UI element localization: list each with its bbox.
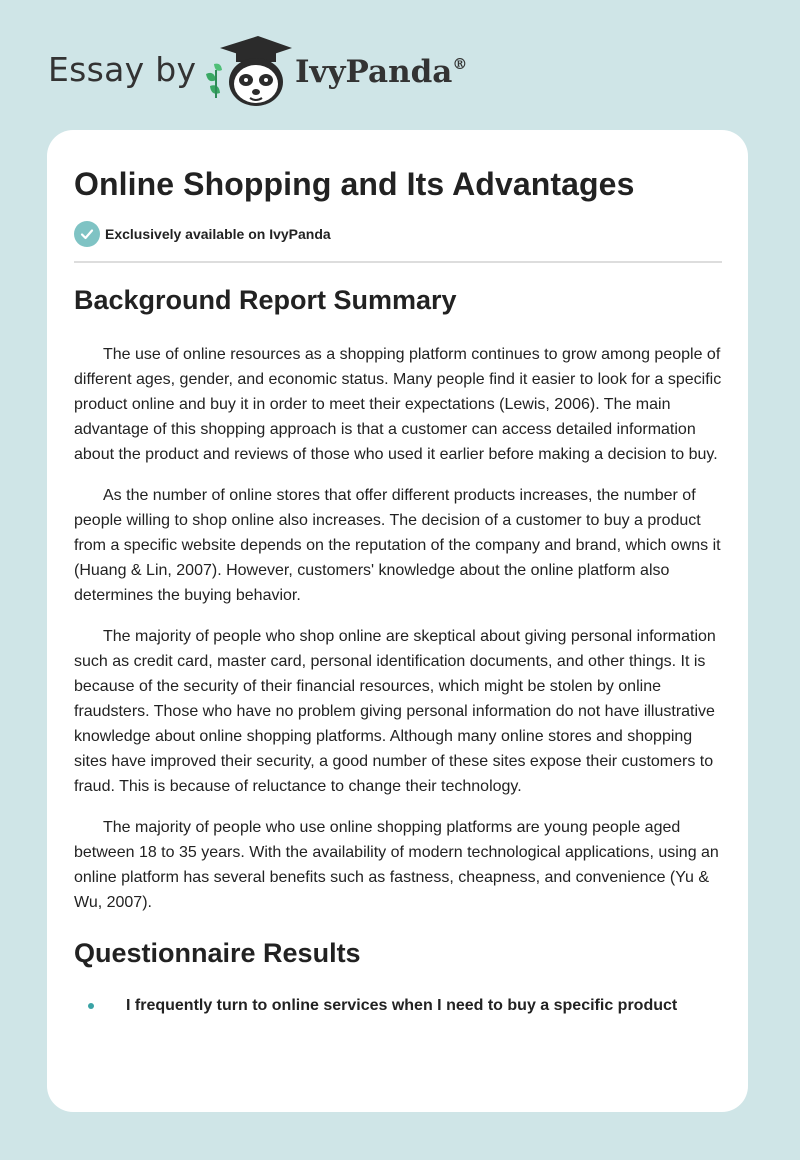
essay-card bbox=[47, 130, 748, 1112]
list-item bbox=[74, 993, 724, 1018]
paragraph: The use of online resources as a shopping platform continues to grow among people of different ages, gender, and economic status. Many people find it easier to look for a specific product online and buy it in order to meet their expectations (Lewis, 2006). The main advantage of this shopping approach is that a customer can access detailed information about the product and reviews of those who used it earlier before making a decision to buy. bbox=[74, 346, 722, 463]
bullet-icon bbox=[88, 1003, 94, 1009]
exclusive-badge bbox=[74, 221, 331, 247]
results-list bbox=[74, 993, 724, 1018]
ivypanda-logo-icon[interactable] bbox=[200, 34, 296, 110]
brand-name: IvyPanda® bbox=[295, 54, 468, 90]
paragraph: As the number of online stores that offer different products increases, the number of people willing to shop online also increases. The decision of a customer to buy a product from a specific website depends on the reputation of the company and brand, which owns it (Huang & Lin, 2007). However, customers' knowledge about the online platform also determines the buying behavior. bbox=[74, 487, 721, 604]
paragraph: The majority of people who shop online are skeptical about giving personal information such as credit card, master card, personal identification documents, and other things. It is because of the security of their financial resources, which might be stolen by online fraudsters. Those who have no problem giving personal information do not have illustrative knowledge about online shopping platforms. Although many online stores and shopping sites have improved their security, a good number of these sites expose their customers to fraud. This is because of reluctance to change their technology. bbox=[74, 628, 716, 795]
check-circle-icon bbox=[74, 221, 100, 247]
site-header bbox=[0, 0, 800, 130]
badge-label: Exclusively available on IvyPanda bbox=[105, 226, 331, 242]
article-body bbox=[74, 282, 724, 1018]
divider bbox=[74, 261, 722, 263]
section-heading-background: Background Report Summary bbox=[74, 285, 457, 315]
list-item-text: I frequently turn to online services when I need to buy a specific product bbox=[126, 997, 678, 1014]
section-heading-questionnaire: Questionnaire Results bbox=[74, 938, 361, 968]
page-title: Online Shopping and Its Advantages bbox=[74, 166, 635, 202]
essay-by-label: Essay by bbox=[48, 50, 197, 89]
paragraph: The majority of people who use online shopping platforms are young people aged between 18 to 35 years. With the availability of modern technological applications, using an online platform has several benefits such as fastness, cheapness, and convenience (Yu & Wu, 2007). bbox=[74, 819, 719, 911]
